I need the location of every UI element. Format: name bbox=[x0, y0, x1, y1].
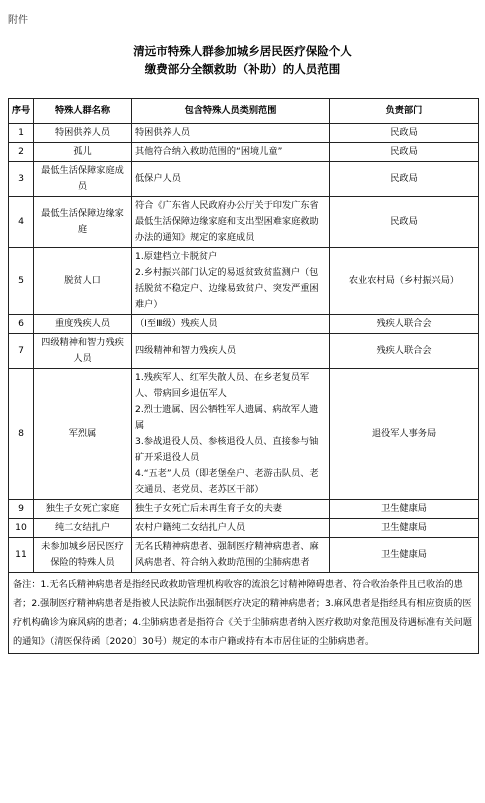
table-body bbox=[9, 124, 479, 573]
group-name: 重度残疾人员 bbox=[34, 315, 132, 334]
note-row bbox=[9, 573, 479, 654]
document-title-line-1: 清远市特殊人群参加城乡居民医疗保险个人 bbox=[133, 44, 352, 58]
group-name: 脱贫人口 bbox=[34, 248, 132, 315]
header-no: 序号 bbox=[9, 99, 34, 124]
header-scope: 包含特殊人员类别范围 bbox=[132, 99, 330, 124]
table-row bbox=[9, 519, 479, 538]
table-row bbox=[9, 315, 479, 334]
scope-item: 特困供养人员 bbox=[135, 127, 191, 138]
group-name: 最低生活保障边缘家庭 bbox=[34, 197, 132, 248]
department: 卫生健康局 bbox=[330, 500, 479, 519]
scope-cell bbox=[132, 162, 330, 197]
scope-item: 其他符合纳入救助范围的“困境儿童” bbox=[135, 146, 283, 157]
scope-item: （Ⅰ至Ⅲ级）残疾人员 bbox=[135, 318, 218, 329]
scope-cell bbox=[132, 519, 330, 538]
group-name: 四级精神和智力残疾人员 bbox=[34, 334, 132, 369]
group-name: 最低生活保障家庭成员 bbox=[34, 162, 132, 197]
group-name: 军烈属 bbox=[34, 369, 132, 500]
header-group: 特殊人群名称 bbox=[34, 99, 132, 124]
table-row bbox=[9, 248, 479, 315]
scope-item: 2.乡村振兴部门认定的易返贫致贫监测户（包括脱贫不稳定户、边缘易致贫户、突发严重困难户） bbox=[135, 267, 319, 310]
row-number: 7 bbox=[9, 334, 34, 369]
scope-cell bbox=[132, 197, 330, 248]
row-number: 8 bbox=[9, 369, 34, 500]
row-number: 4 bbox=[9, 197, 34, 248]
table-row bbox=[9, 124, 479, 143]
scope-item: 1.残疾军人、红军失散人员、在乡老复员军人、带病回乡退伍军人 bbox=[135, 372, 310, 399]
table-row bbox=[9, 162, 479, 197]
scope-item: 符合《广东省人民政府办公厅关于印发广东省最低生活保障边缘家庭和支出型困难家庭救助办法的通知》规定的家庭成员 bbox=[135, 200, 319, 243]
scope-cell bbox=[132, 334, 330, 369]
table-header-row bbox=[9, 99, 479, 124]
scope-item: 四级精神和智力残疾人员 bbox=[135, 345, 237, 356]
department: 卫生健康局 bbox=[330, 538, 479, 573]
scope-cell bbox=[132, 248, 330, 315]
row-number: 6 bbox=[9, 315, 34, 334]
row-number: 10 bbox=[9, 519, 34, 538]
row-number: 3 bbox=[9, 162, 34, 197]
population-scope-table bbox=[8, 98, 479, 654]
scope-item: 2.烈士遗属、因公牺牲军人遗属、病故军人遗属 bbox=[135, 404, 319, 431]
scope-item: 低保户人员 bbox=[135, 173, 181, 184]
group-name: 纯二女结扎户 bbox=[34, 519, 132, 538]
scope-item: 农村户籍纯二女结扎户人员 bbox=[135, 522, 246, 533]
row-number: 5 bbox=[9, 248, 34, 315]
row-number: 2 bbox=[9, 143, 34, 162]
row-number: 11 bbox=[9, 538, 34, 573]
group-name: 特困供养人员 bbox=[34, 124, 132, 143]
department: 农业农村局（乡村振兴局） bbox=[330, 248, 479, 315]
attachment-label: 附件 bbox=[8, 15, 28, 26]
table-row bbox=[9, 143, 479, 162]
department: 民政局 bbox=[330, 124, 479, 143]
table-row bbox=[9, 500, 479, 519]
header-dept: 负责部门 bbox=[330, 99, 479, 124]
row-number: 1 bbox=[9, 124, 34, 143]
scope-cell bbox=[132, 143, 330, 162]
department: 残疾人联合会 bbox=[330, 334, 479, 369]
document-title-line-2: 缴费部分全额救助（补助）的人员范围 bbox=[144, 62, 341, 76]
scope-item: 独生子女死亡后未再生育子女的夫妻 bbox=[135, 503, 282, 514]
table-row bbox=[9, 334, 479, 369]
scope-cell bbox=[132, 538, 330, 573]
table-row bbox=[9, 369, 479, 500]
group-name: 孤儿 bbox=[34, 143, 132, 162]
department: 退役军人事务局 bbox=[330, 369, 479, 500]
table-row bbox=[9, 538, 479, 573]
group-name: 独生子女死亡家庭 bbox=[34, 500, 132, 519]
scope-cell bbox=[132, 500, 330, 519]
scope-item: 1.原建档立卡脱贫户 bbox=[135, 251, 218, 262]
scope-cell bbox=[132, 369, 330, 500]
row-number: 9 bbox=[9, 500, 34, 519]
scope-cell bbox=[132, 315, 330, 334]
table-row bbox=[9, 197, 479, 248]
department: 卫生健康局 bbox=[330, 519, 479, 538]
department: 民政局 bbox=[330, 143, 479, 162]
department: 民政局 bbox=[330, 162, 479, 197]
scope-cell bbox=[132, 124, 330, 143]
scope-item: 3.参战退役人员、参核退役人员、直接参与铀矿开采退役人员 bbox=[135, 436, 319, 463]
note-text: 备注：1.无名氏精神病患者是指经民政救助管理机构收容的流浪乞讨精神障碍患者、符合收治条件且已收治的患者；2.强制医疗精神病患者是指被人民法院作出强制医疗决定的精神病患者；3.麻风患者是指经具有相应资质的医疗机构确诊为麻风病的患者；4.尘肺病患者是指符合《关于尘肺病患者纳入医疗救助对象范围及待遇标准有关问题的通知》（清医保待函〔2020〕30号）规定的本市户籍或持有本市居住证的尘肺病患者。 bbox=[9, 573, 479, 654]
scope-item: 4.“五老”人员（即老堡垒户、老游击队员、老交通员、老党员、老苏区干部） bbox=[135, 468, 319, 495]
department: 民政局 bbox=[330, 197, 479, 248]
group-name: 未参加城乡居民医疗保险的特殊人员 bbox=[34, 538, 132, 573]
scope-item: 无名氏精神病患者、强制医疗精神病患者、麻风病患者、符合纳入救助范围的尘肺病患者 bbox=[135, 541, 319, 568]
department: 残疾人联合会 bbox=[330, 315, 479, 334]
